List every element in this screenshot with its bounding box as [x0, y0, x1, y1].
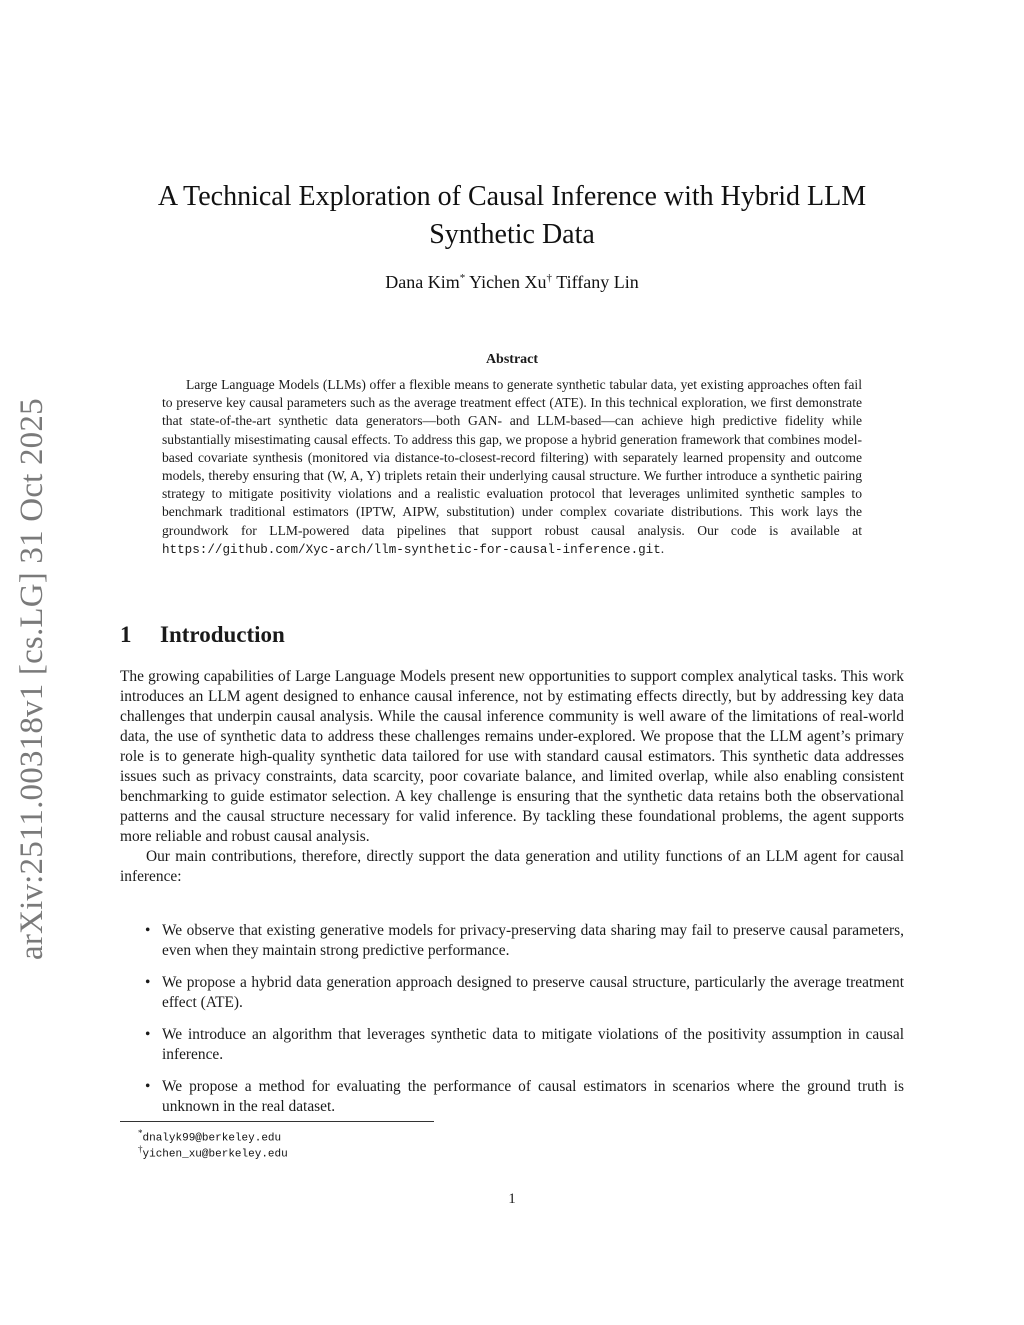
list-item — [120, 921, 904, 961]
author-name: Dana Kim — [385, 272, 460, 292]
section-number: 1 — [120, 622, 132, 647]
bullet-icon: • — [145, 1026, 151, 1043]
bullet-icon: • — [145, 974, 151, 991]
author-name: Yichen Xu — [469, 272, 547, 292]
bullet-icon: • — [145, 1078, 151, 1095]
footnote-text[interactable]: dnalyk99@berkeley.edu — [142, 1132, 282, 1145]
page-number: 1 — [508, 1191, 516, 1207]
footnote-mark: * — [138, 1128, 143, 1138]
author-name: Tiffany Lin — [556, 272, 639, 292]
author-list — [120, 272, 904, 293]
contributions-lead-paragraph: Our main contributions, therefore, directly support the data generation and utility functions of an LLM agent for causal inference: — [120, 848, 904, 885]
footnote-email — [138, 1128, 281, 1145]
code-repository-link[interactable]: https://github.com/Xyc-arch/llm-synthetic-for-causal-inference.git — [162, 542, 661, 557]
section-title: Introduction — [160, 622, 285, 647]
contribution-text: We observe that existing generative models for privacy-preserving data sharing may fail to preserve causal parameters, even when they maintain strong predictive performance. — [162, 922, 904, 959]
abstract-paragraph: Large Language Models (LLMs) offer a flexible means to generate synthetic tabular data, yet existing approaches often fail to preserve key causal parameters such as the average treatment effect (ATE). In this technical exploration, we first demonstrate that state-of-the-art synthetic data generators—both GAN- and LLM-based—can achieve high predictive fidelity while substantially misestimating causal effects. To address this gap, we propose a hybrid generation framework that combines model-based covariate synthesis (monitored via distance-to-closest-record filtering) with separately learned propensity and outcome models, thereby ensuring that (W, A, Y) triplets retain their underlying causal structure. We further introduce a synthetic pairing strategy to mitigate positivity violations and a realistic evaluation protocol that leverages unlimited synthetic samples to benchmark traditional estimators (IPTW, AIPW, substitution) under complex covariate distributions. This work lays the groundwork for LLM-powered data pipelines that support robust causal analysis. Our code is available at — [162, 377, 862, 538]
bullet-icon: • — [145, 922, 151, 939]
contribution-text: We introduce an algorithm that leverages synthetic data to mitigate violations of the positivity assumption in causal inference. — [162, 1026, 904, 1063]
footnote-email — [138, 1144, 288, 1161]
footnote-divider — [120, 1121, 434, 1122]
abstract-text: Large Language Models (LLMs) offer a flexible means to generate synthetic tabular data, yet existing approaches often fail to preserve key causal parameters such as the average treatment effect (ATE). In this technical exploration, we first demonstrate that state-of-the-art synthetic data generators—both GAN- and LLM-based—can achieve high predictive fidelity while substantially misestimating causal effects. To address this gap, we propose a hybrid generation framework that combines model-based covariate synthesis (monitored via distance-to-closest-record filtering) with separately learned propensity and outcome models, thereby ensuring that (W, A, Y) triplets retain their underlying causal structure. We further introduce a synthetic pairing strategy to mitigate positivity violations and a realistic evaluation protocol that leverages unlimited synthetic samples to benchmark traditional estimators (IPTW, AIPW, substitution) under complex covariate distributions. This work lays the groundwork for LLM-powered data pipelines that support robust causal analysis. Our code is available at https://github.com/Xyc-arch/llm-synthetic-for-causal-inference.git. — [162, 377, 862, 557]
footnote-mark: † — [138, 1144, 143, 1154]
arxiv-identifier-stamp: arXiv:2511.00318v1 [cs.LG] 31 Oct 2025 — [14, 398, 50, 960]
introduction-paragraph: The growing capabilities of Large Language Models present new opportunities to support complex analytical tasks. This work introduces an LLM agent designed to enhance causal inference, not by estimating effects directly, but by addressing key data challenges that underpin causal analysis. While the causal inference community is well aware of the limitations of real-world data, the use of synthetic data to address these challenges remains under-explored. We propose that the LLM agent’s primary role is to generate high-quality synthetic data tailored for use with standard causal estimators. This synthetic data addresses issues such as privacy constraints, data scarcity, poor covariate balance, and limited overlap, while also enabling consistent benchmarking to guide estimator selection. A key challenge is ensuring that the synthetic data retains both the observational patterns and the causal structure necessary for valid inference. By tackling these foundational problems, the agent supports more reliable and robust causal analysis. — [120, 668, 904, 845]
contribution-text: We propose a method for evaluating the performance of causal estimators in scenarios where the ground truth is unknown in the real dataset. — [162, 1078, 904, 1115]
section-heading-introduction — [120, 622, 285, 648]
contributions-list — [120, 921, 904, 1129]
list-item — [120, 1077, 904, 1117]
paper-title: A Technical Exploration of Causal Inference with Hybrid LLM Synthetic Data — [157, 181, 867, 250]
footnote-text[interactable]: yichen_xu@berkeley.edu — [142, 1148, 288, 1161]
abstract-heading: Abstract — [485, 352, 539, 367]
list-item — [120, 1025, 904, 1065]
list-item — [120, 973, 904, 1013]
author-footnote-mark: * — [459, 272, 466, 284]
contribution-text: We propose a hybrid data generation approach designed to preserve causal structure, particularly the average treatment effect (ATE). — [162, 974, 904, 1011]
author-footnote-mark: † — [546, 272, 553, 284]
introduction-body — [120, 667, 904, 887]
